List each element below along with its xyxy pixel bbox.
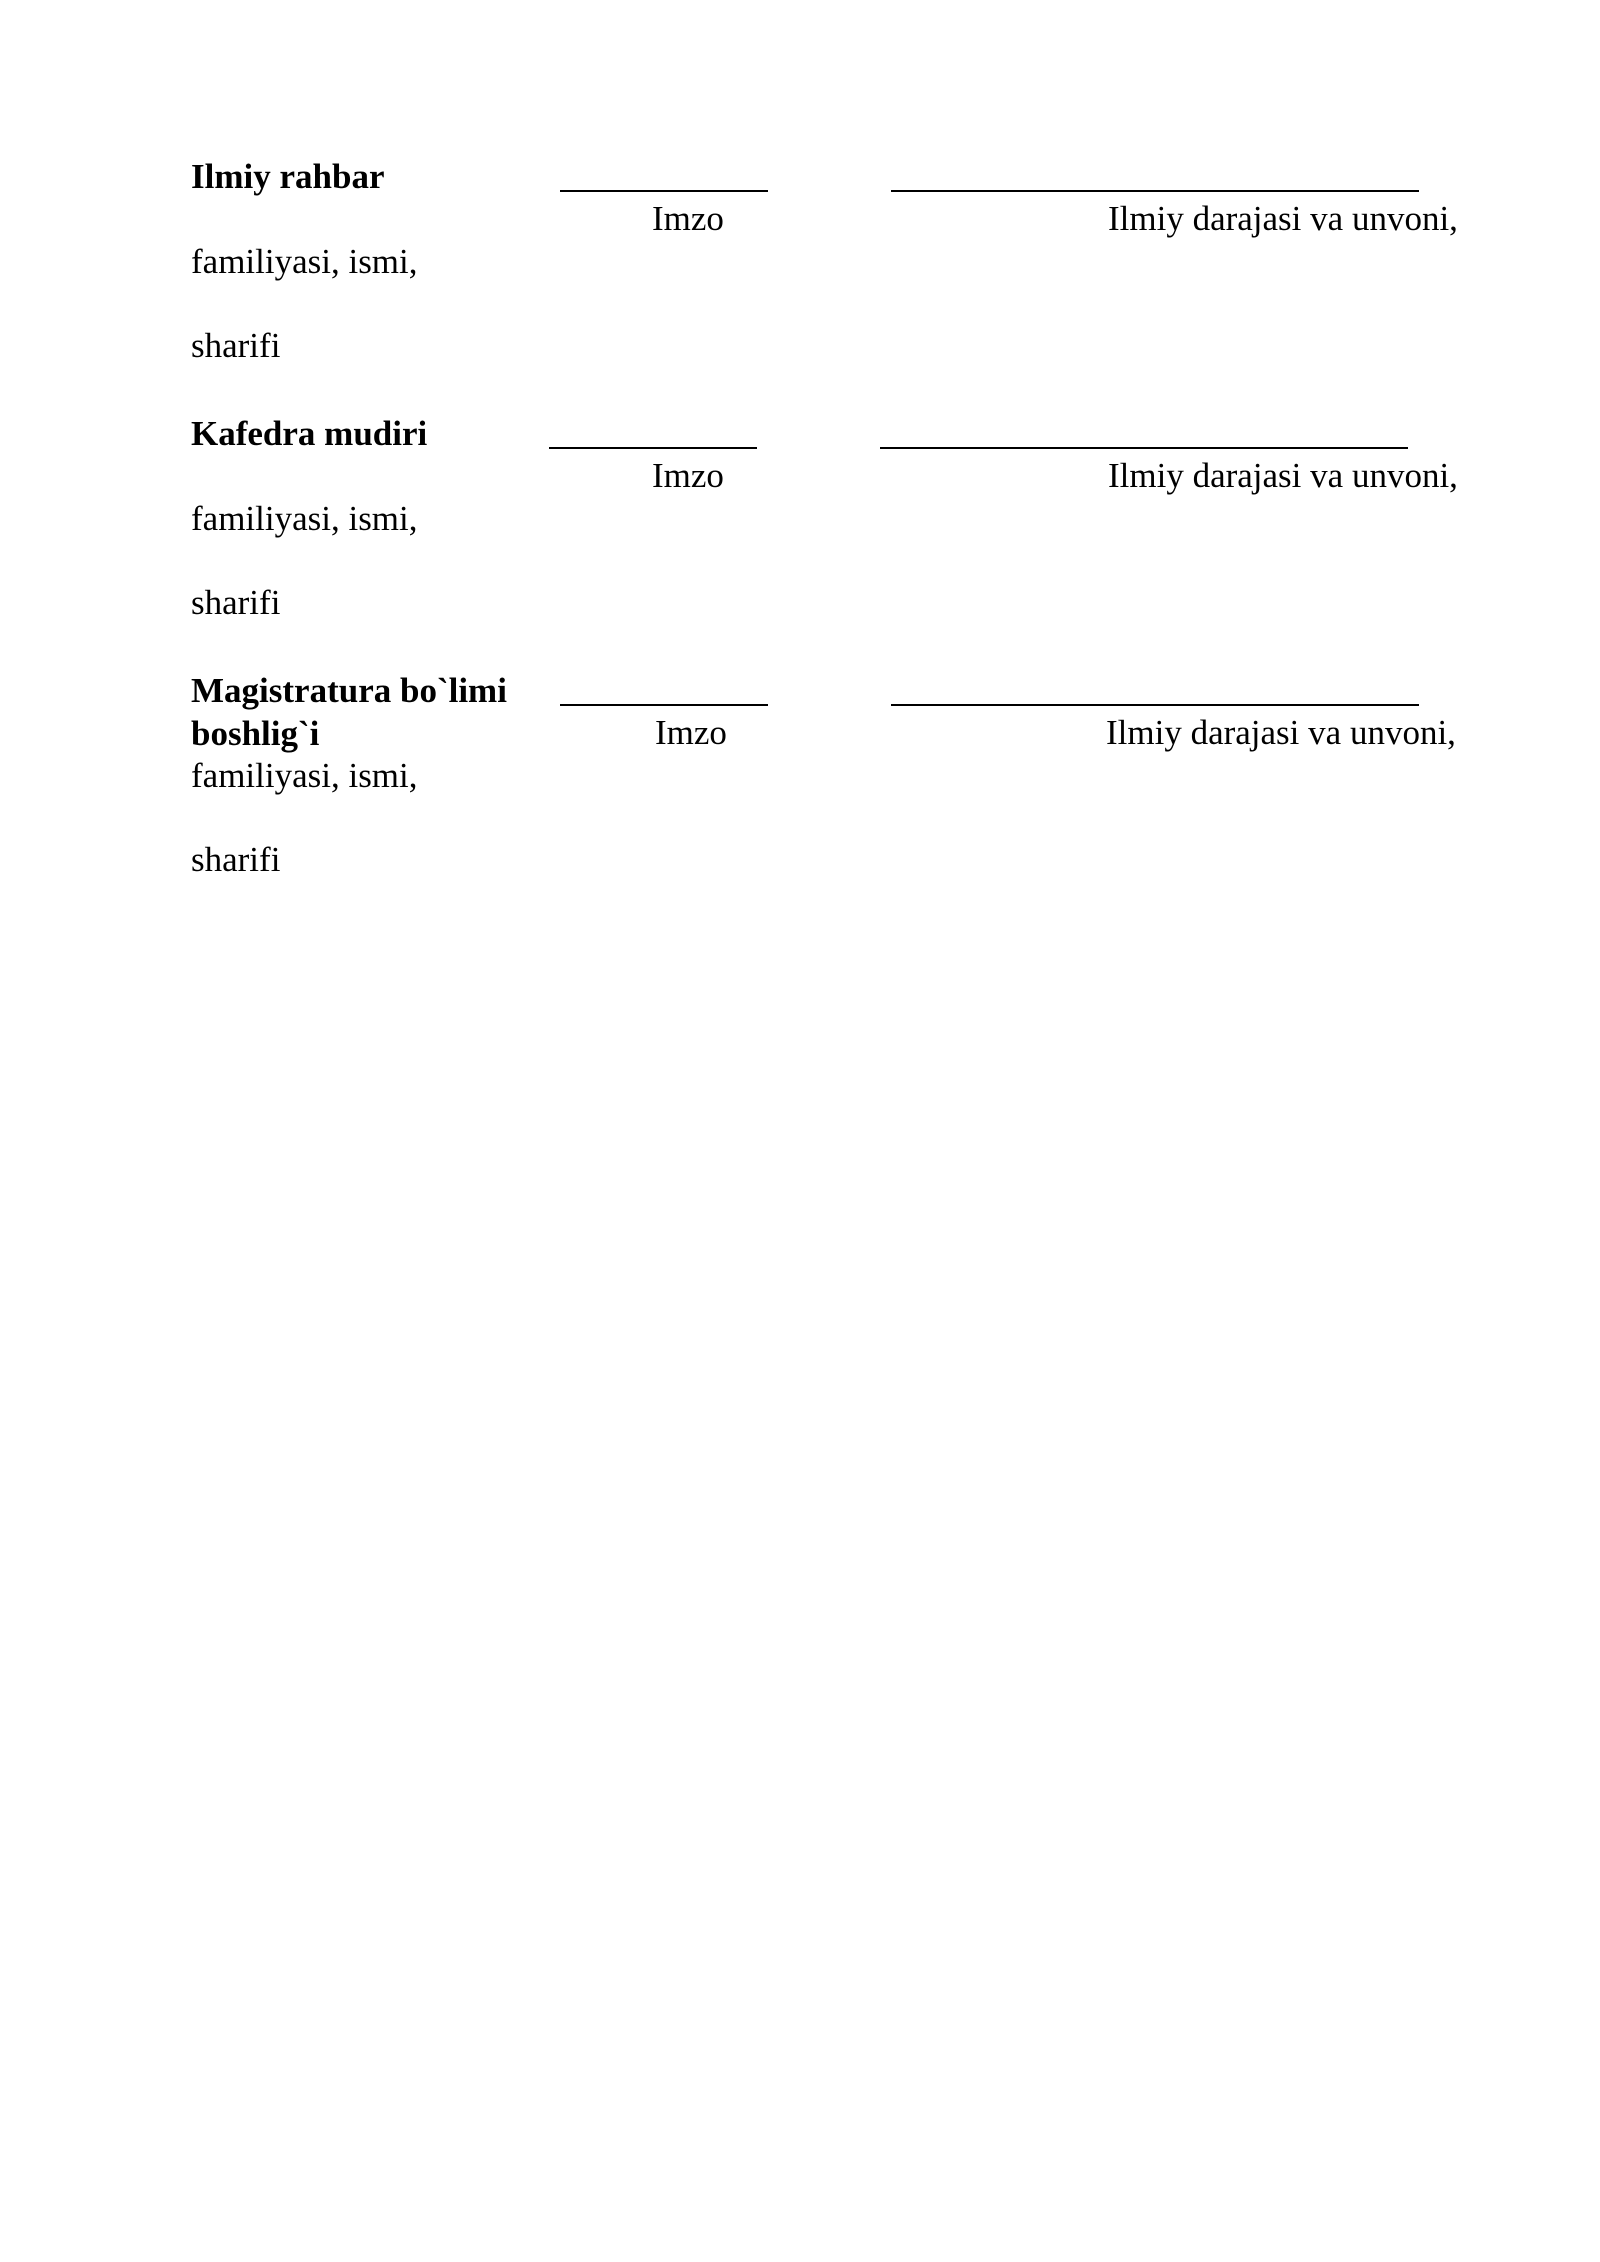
signature-caption: Imzo: [655, 713, 727, 752]
patronymic-caption: sharifi: [191, 326, 281, 365]
signature-caption: Imzo: [652, 199, 724, 238]
signature-line: [549, 447, 757, 449]
degree-caption: Ilmiy darajasi va unvoni,: [1106, 713, 1456, 752]
name-caption: familiyasi, ismi,: [191, 756, 418, 795]
signature-block-magistratura: [0, 669, 1600, 909]
signature-block-kafedra-mudiri: [0, 412, 1600, 652]
degree-caption: Ilmiy darajasi va unvoni,: [1108, 199, 1458, 238]
degree-caption: Ilmiy darajasi va unvoni,: [1108, 456, 1458, 495]
degree-line: [891, 704, 1419, 706]
signature-line: [560, 190, 768, 192]
degree-line: [891, 190, 1419, 192]
signature-line: [560, 704, 768, 706]
signer-title: Magistratura bo`limi boshlig`i: [191, 671, 507, 753]
name-caption: familiyasi, ismi,: [191, 499, 418, 538]
degree-line: [880, 447, 1408, 449]
signature-block-ilmiy-rahbar: [0, 155, 1600, 395]
signature-caption: Imzo: [652, 456, 724, 495]
patronymic-caption: sharifi: [191, 583, 281, 622]
signer-title: Kafedra mudiri: [191, 414, 428, 453]
signer-title: Ilmiy rahbar: [191, 157, 385, 196]
patronymic-caption: sharifi: [191, 840, 281, 879]
name-caption: familiyasi, ismi,: [191, 242, 418, 281]
